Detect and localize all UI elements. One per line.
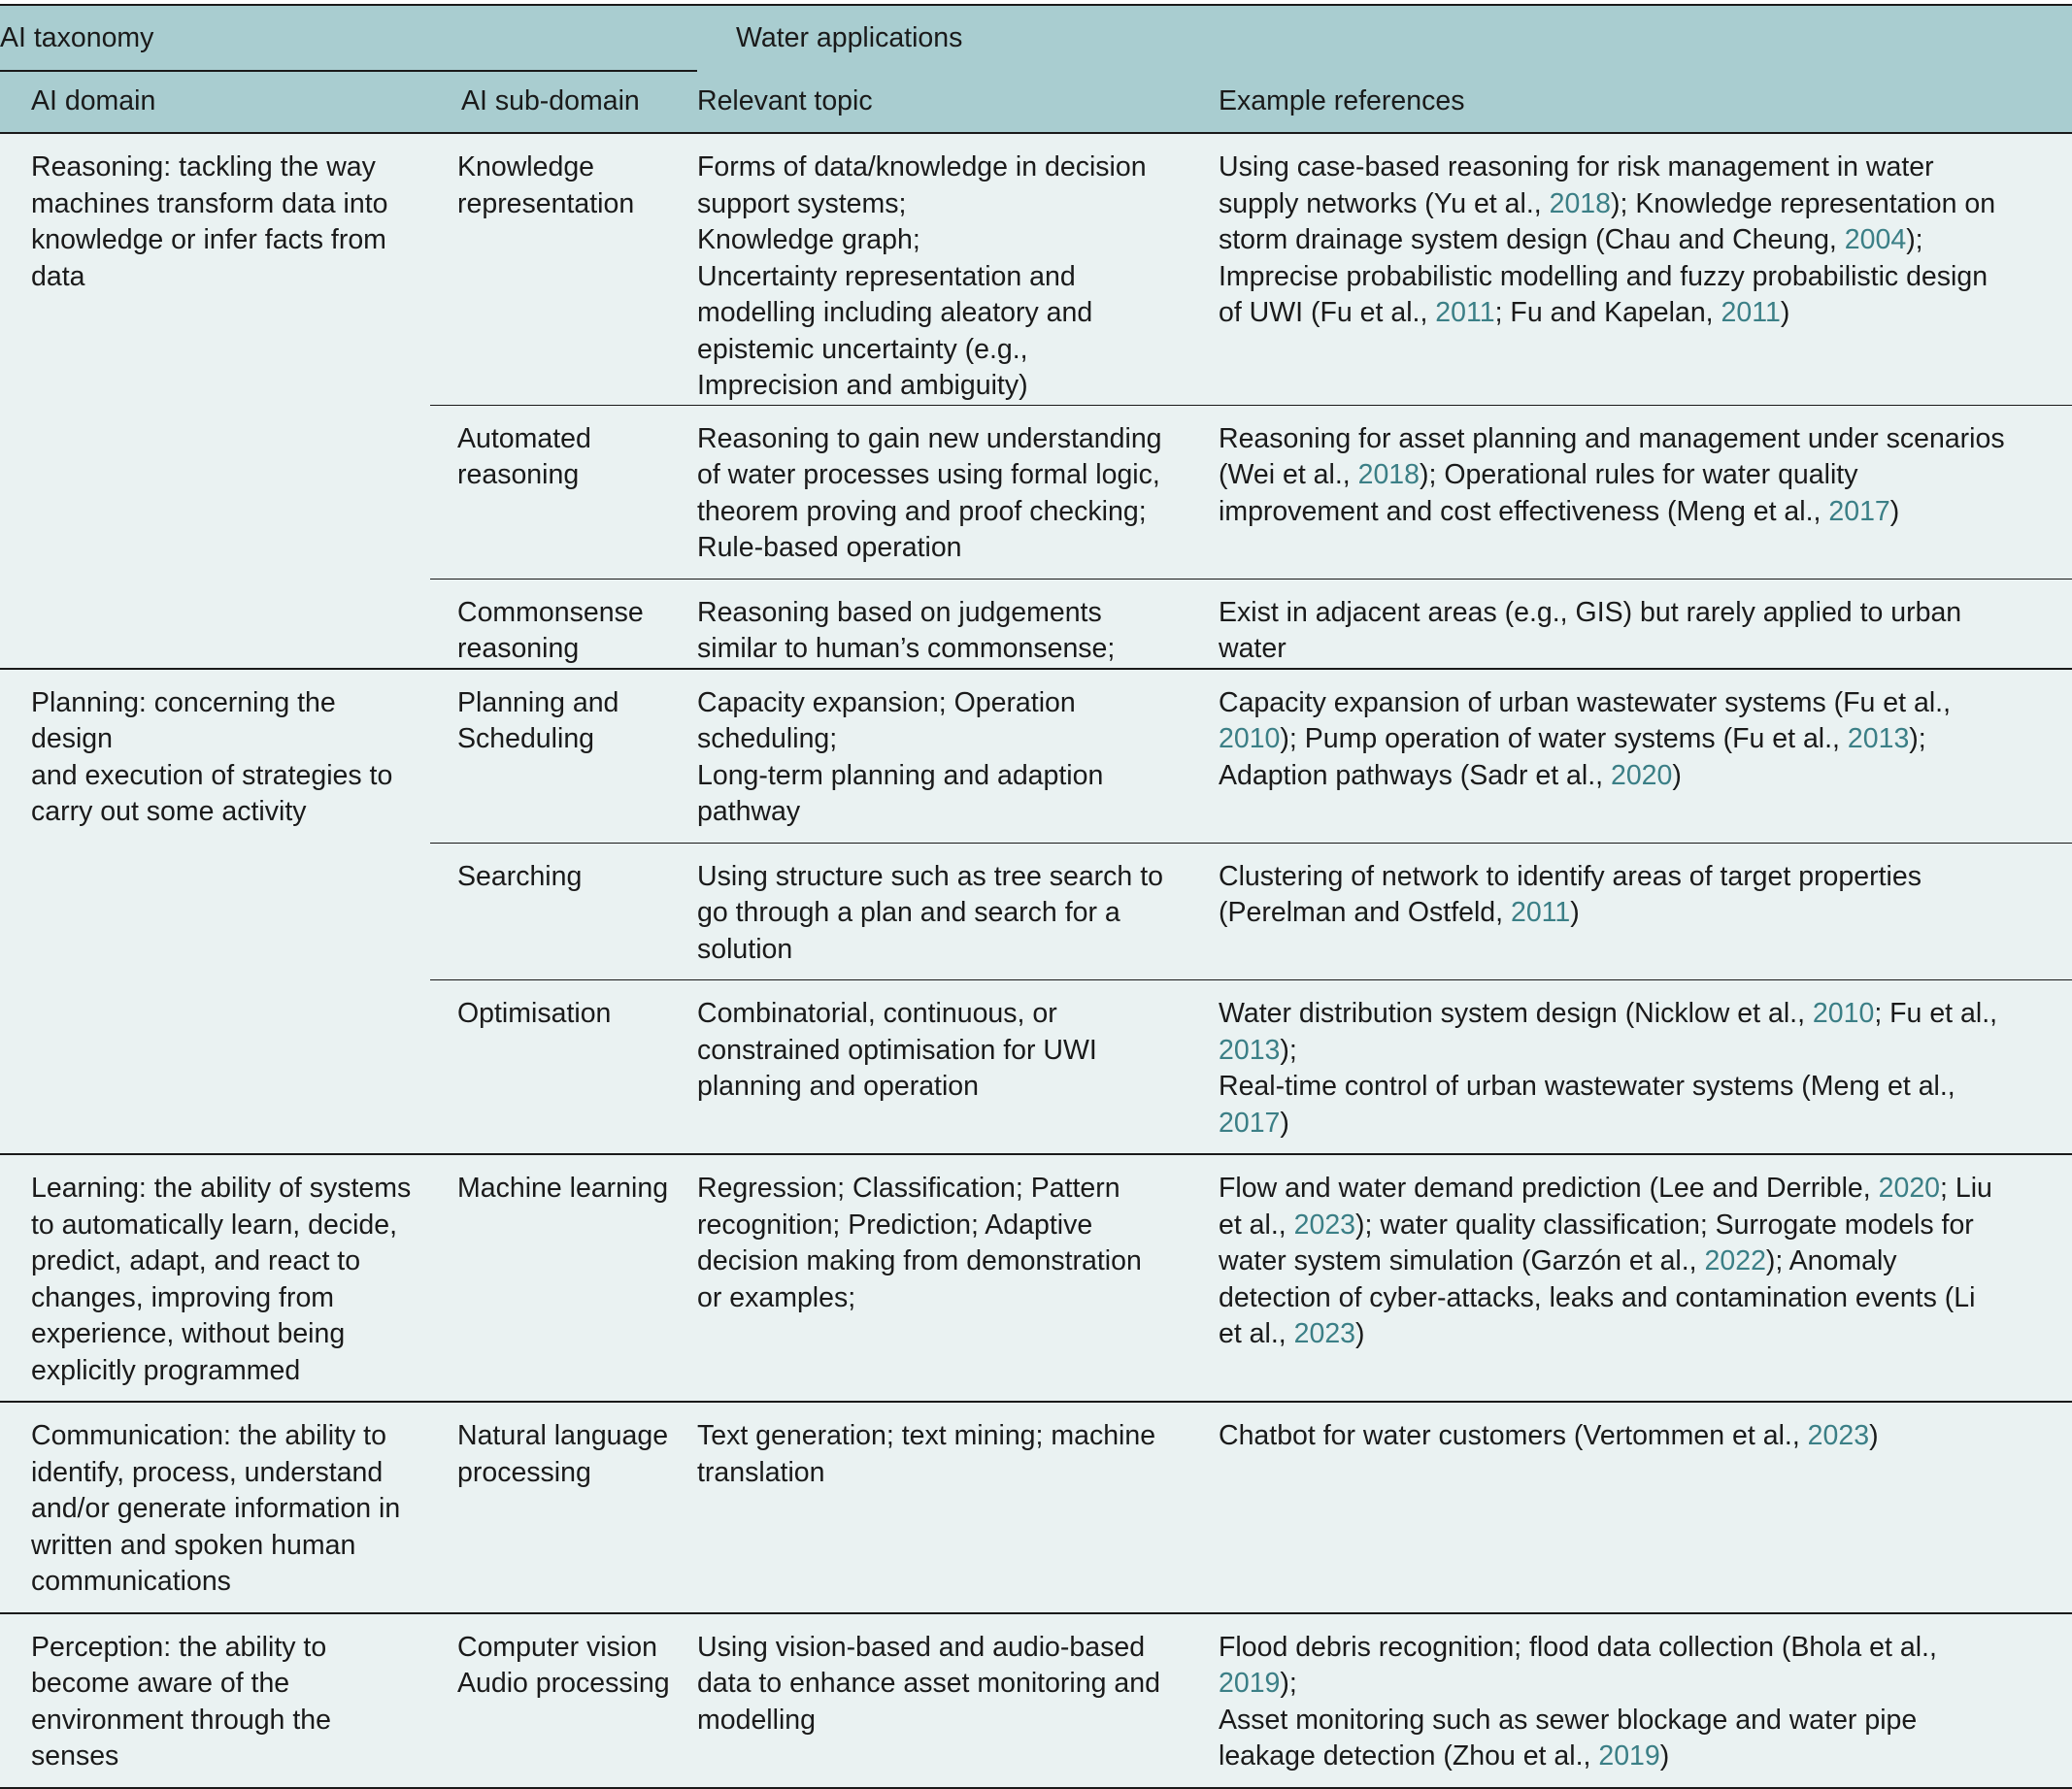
- reference-year-link[interactable]: 2023: [1293, 1209, 1356, 1241]
- refs-cell: [1219, 579, 2072, 669]
- topic-text: Forms of data/knowledge in decision support systems; Knowledge graph; Uncertainty representation and modelling including aleatory and epistemic uncertainty (e.g., Imprecision and ambiguity): [697, 151, 1147, 401]
- subdomain-text: Machine learning: [457, 1173, 669, 1204]
- domain-cell: [0, 669, 430, 1155]
- reference-year-link[interactable]: 2020: [1878, 1173, 1941, 1204]
- ai-taxonomy-table: [0, 4, 2072, 1789]
- domain-cell: [0, 133, 430, 669]
- subdomain-cell: [430, 980, 697, 1155]
- reference-year-link[interactable]: 2013: [1219, 1034, 1281, 1066]
- subdomain-cell: [430, 1613, 697, 1788]
- subdomain-cell: [430, 1154, 697, 1402]
- header-group-water-applications-label: Water applications: [736, 22, 963, 54]
- subdomain-text: Natural language processing: [457, 1420, 669, 1488]
- topic-text: Using vision-based and audio-based data to enhance asset monitoring and modelling: [697, 1631, 1160, 1736]
- refs-text: Water distribution system design (Nicklow et al., 2010; Fu et al., 2013); Real-time control of urban wastewater systems (Meng et al., 2017): [1219, 998, 1998, 1139]
- refs-text: Capacity expansion of urban wastewater systems (Fu et al., 2010); Pump operation of water systems (Fu et al., 2013); Adaption pathways (Sadr et al., 2020): [1219, 686, 1952, 791]
- topic-cell: [697, 1613, 1219, 1788]
- subdomain-cell: [430, 669, 697, 844]
- refs-cell: [1219, 843, 2072, 980]
- table-row: [0, 1154, 2072, 1402]
- topic-text: Text generation; text mining; machine translation: [697, 1420, 1156, 1488]
- refs-text: Reasoning for asset planning and management under scenarios (Wei et al., 2018); Operational rules for water quality improvement and cost effectiveness (Meng et al., 2017): [1219, 422, 2005, 527]
- refs-text: Clustering of network to identify areas of target properties (Perelman and Ostfeld, 2011): [1219, 860, 1922, 928]
- domain-text: Communication: the ability to identify, process, understand and/or generate information in written and spoken human communications: [31, 1420, 401, 1597]
- header-group-ai-taxonomy: AI taxonomy: [0, 5, 697, 72]
- subdomain-text: Optimisation: [457, 998, 612, 1029]
- table-body: [0, 133, 2072, 1788]
- topic-text: Combinatorial, continuous, or constrained optimisation for UWI planning and operation: [697, 998, 1097, 1102]
- topic-cell: [697, 980, 1219, 1155]
- refs-cell: [1219, 1613, 2072, 1788]
- domain-cell: [0, 1154, 430, 1402]
- domain-cell: [0, 1402, 430, 1613]
- reference-year-link[interactable]: 2022: [1704, 1245, 1766, 1276]
- reference-year-link[interactable]: 2010: [1812, 998, 1875, 1029]
- reference-year-link[interactable]: 2023: [1293, 1318, 1356, 1349]
- topic-cell: [697, 669, 1219, 844]
- topic-cell: [697, 843, 1219, 980]
- table-row: [0, 1613, 2072, 1788]
- refs-cell: [1219, 405, 2072, 579]
- domain-text: Perception: the ability to become aware of the environment through the senses: [31, 1631, 331, 1772]
- domain-text: Learning: the ability of systems to automatically learn, decide, predict, adapt, and react to changes, improving from experience, without being explicitly programmed: [31, 1173, 412, 1386]
- topic-text: Reasoning to gain new understanding of water processes using formal logic, theorem proving and proof checking; Rule-based operation: [697, 422, 1162, 563]
- reference-year-link[interactable]: 2020: [1610, 759, 1673, 791]
- reference-year-link[interactable]: 2023: [1807, 1420, 1870, 1451]
- topic-cell: [697, 405, 1219, 579]
- domain-text: Planning: concerning the design and execution of strategies to carry out some activity: [31, 686, 393, 827]
- topic-text: Capacity expansion; Operation scheduling; Long-term planning and adaption pathway: [697, 686, 1104, 827]
- reference-year-link[interactable]: 2013: [1847, 723, 1910, 754]
- refs-cell: [1219, 980, 2072, 1155]
- subdomain-cell: [430, 843, 697, 980]
- table-row: [0, 669, 2072, 844]
- table-row: [0, 133, 2072, 405]
- topic-cell: [697, 1402, 1219, 1613]
- refs-cell: [1219, 1154, 2072, 1402]
- subdomain-text: Computer vision Audio processing: [457, 1631, 670, 1699]
- reference-year-link[interactable]: 2018: [1357, 459, 1420, 490]
- reference-year-link[interactable]: 2011: [1721, 297, 1781, 328]
- topic-text: Reasoning based on judgements similar to human’s commonsense;: [697, 596, 1116, 664]
- header-ai-domain: AI domain: [0, 72, 430, 133]
- refs-text: Exist in adjacent areas (e.g., GIS) but rarely applied to urban water: [1219, 596, 1962, 664]
- subdomain-text: Knowledge representation: [457, 151, 635, 219]
- header-relevant-topic: Relevant topic: [697, 72, 1219, 133]
- header-ai-sub-domain: AI sub-domain: [430, 72, 697, 133]
- header-group-water-applications: [697, 5, 2072, 72]
- reference-year-link[interactable]: 2017: [1828, 495, 1890, 527]
- refs-cell: [1219, 1402, 2072, 1613]
- refs-text: Chatbot for water customers (Vertommen et al., 2023): [1219, 1420, 1879, 1451]
- header-example-references: Example references: [1219, 72, 2072, 133]
- topic-cell: [697, 579, 1219, 669]
- subdomain-cell: [430, 405, 697, 579]
- refs-cell: [1219, 133, 2072, 405]
- reference-year-link[interactable]: 2019: [1598, 1740, 1660, 1772]
- refs-text: Flow and water demand prediction (Lee and Derrible, 2020; Liu et al., 2023); water quality classification; Surrogate models for water system simulation (Garzón et al., 2022); Anomaly detection of cyber-attacks, leaks and contamination events (Li et al., 2023): [1219, 1173, 1992, 1349]
- subdomain-cell: [430, 133, 697, 405]
- reference-year-link[interactable]: 2019: [1219, 1668, 1281, 1699]
- subdomain-text: Searching: [457, 860, 583, 892]
- reference-year-link[interactable]: 2004: [1844, 224, 1907, 255]
- topic-cell: [697, 1154, 1219, 1402]
- table-row: [0, 1402, 2072, 1613]
- subdomain-text: Commonsense reasoning: [457, 596, 644, 664]
- reference-year-link[interactable]: 2011: [1435, 297, 1495, 328]
- subdomain-text: Automated reasoning: [457, 422, 591, 490]
- topic-text: Using structure such as tree search to go through a plan and search for a solution: [697, 860, 1163, 965]
- refs-text: Using case-based reasoning for risk management in water supply networks (Yu et al., 2018); Knowledge representation on storm drainage system design (Chau and Cheung, 2004); Imprecise probabilistic modelling and fuzzy probabilistic design of UWI (Fu et al., 2011; Fu and Kapelan, 2011): [1219, 151, 1996, 328]
- reference-year-link[interactable]: 2011: [1510, 897, 1571, 928]
- subdomain-text: Planning and Scheduling: [457, 686, 619, 754]
- domain-cell: [0, 1613, 430, 1788]
- refs-cell: [1219, 669, 2072, 844]
- domain-text: Reasoning: tackling the way machines transform data into knowledge or infer facts from data: [31, 151, 388, 292]
- reference-year-link[interactable]: 2010: [1219, 723, 1281, 754]
- reference-year-link[interactable]: 2018: [1549, 187, 1611, 219]
- subdomain-cell: [430, 579, 697, 669]
- topic-cell: [697, 133, 1219, 405]
- reference-year-link[interactable]: 2017: [1219, 1107, 1281, 1139]
- refs-text: Flood debris recognition; flood data collection (Bhola et al., 2019); Asset monitoring such as sewer blockage and water pipe leakage detection (Zhou et al., 2019): [1219, 1631, 1937, 1772]
- subdomain-cell: [430, 1402, 697, 1613]
- group-rule: [0, 70, 697, 72]
- topic-text: Regression; Classification; Pattern recognition; Prediction; Adaptive decision making from demonstration or examples;: [697, 1173, 1142, 1313]
